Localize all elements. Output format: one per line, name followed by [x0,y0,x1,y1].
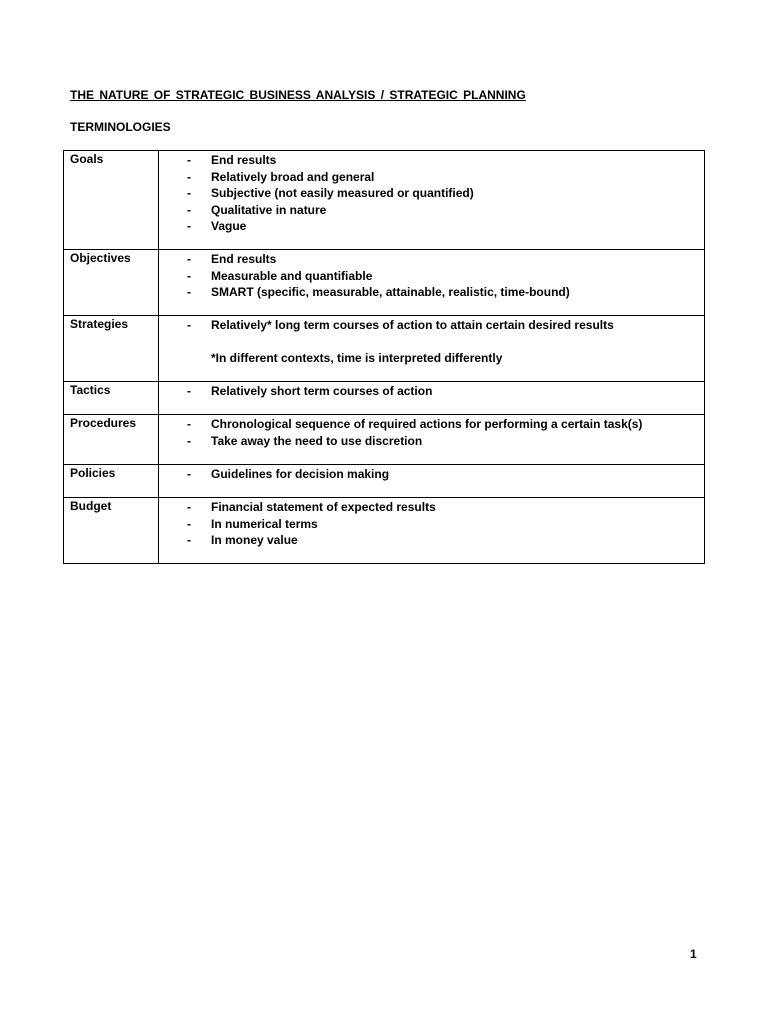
list-item [159,516,700,533]
list-item [159,284,700,301]
bullet-dash: - [187,467,191,481]
point-text: Vague [211,219,247,233]
list-item [159,532,700,549]
point-text: In numerical terms [211,516,318,531]
term-tactics: Tactics [64,382,159,415]
table-row-policies [64,465,705,498]
section-heading: TERMINOLOGIES [70,120,171,134]
definition-strategies [159,316,705,382]
point-text: End results [211,153,277,167]
term-budget: Budget [64,498,159,564]
point-text: Relatively* long term courses of action to attain certain desired results [211,318,614,332]
point-text: Relatively short term courses of action [211,384,433,398]
bullet-dash: - [187,202,191,217]
point-text: Relatively broad and general [211,169,375,184]
document-title: THE NATURE OF STRATEGIC BUSINESS ANALYSIS / STRATEGIC PLANNING [70,88,526,102]
bullet-dash: - [187,252,191,266]
list-item [159,251,700,268]
table-row-objectives [64,250,705,316]
point-text: SMART (specific, measurable, attainable, realistic, time-bound) [211,285,570,299]
point-text: Chronological sequence of required actions for performing a certain task(s) [211,417,643,431]
table-row-budget [64,498,705,564]
definition-budget [159,498,705,564]
term-procedures: Procedures [64,415,159,465]
terminologies-table [63,150,705,564]
bullet-dash: - [187,153,191,167]
bullet-dash: - [187,533,191,547]
list-item [159,416,700,433]
point-text: Subjective (not easily measured or quantified) [211,186,474,200]
list-item [159,383,700,400]
point-text: Financial statement of expected results [211,500,436,514]
bullet-dash: - [187,186,191,200]
point-text: Guidelines for decision making [211,467,390,481]
bullet-dash: - [187,384,191,398]
list-item [159,466,700,483]
term-policies: Policies [64,465,159,498]
bullet-dash: - [187,285,191,299]
point-text: End results [211,252,277,266]
footnote-text: *In different contexts, time is interpreted differently [211,351,503,365]
bullet-dash: - [187,500,191,514]
definition-procedures [159,415,705,465]
bullet-dash: - [187,433,191,448]
definition-objectives [159,250,705,316]
bullet-dash: - [187,516,191,531]
bullet-dash: - [187,268,191,283]
list-item [159,268,700,285]
term-goals: Goals [64,151,159,250]
table-row-strategies [64,316,705,382]
list-item [159,152,700,169]
list-item [159,185,700,202]
term-objectives: Objectives [64,250,159,316]
page-number: 1 [690,947,697,961]
definition-policies [159,465,705,498]
bullet-dash: - [187,219,191,233]
bullet-dash: - [187,169,191,184]
list-item [159,218,700,235]
term-strategies: Strategies [64,316,159,382]
list-item [159,202,700,219]
point-text: Qualitative in nature [211,202,327,217]
table-row-procedures [64,415,705,465]
point-text: In money value [211,533,298,547]
bullet-dash: - [187,417,191,431]
point-text: Measurable and quantifiable [211,268,373,283]
list-item [159,499,700,516]
table-row-tactics [64,382,705,415]
definition-goals [159,151,705,250]
list-item [159,433,700,450]
list-item [159,169,700,186]
list-item [159,317,700,334]
bullet-dash: - [187,318,191,332]
point-text: Take away the need to use discretion [211,433,423,448]
definition-tactics [159,382,705,415]
table-row-goals [64,151,705,250]
